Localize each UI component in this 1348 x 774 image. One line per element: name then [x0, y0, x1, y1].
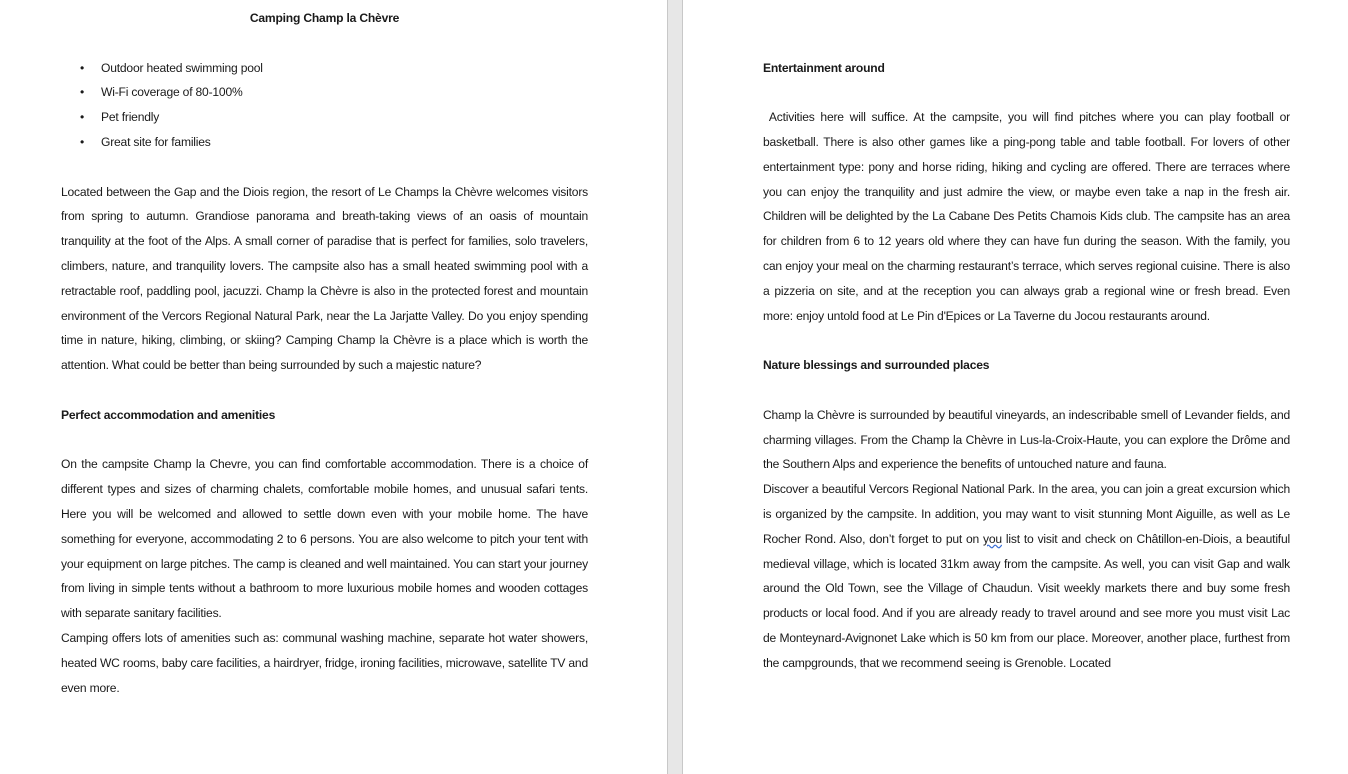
document-page-left[interactable] — [0, 0, 667, 774]
list-item-text: Pet friendly — [101, 110, 160, 125]
nature-paragraph: Champ la Chèvre is surrounded by beautiful vineyards, an indescribable smell of Levander fields, and charming villages. From the Champ la Chèvre in Lus-la-Croix-Haute, you can explore the Drôme and the Southern Alps and experience the benefits of untouched nature and fauna. — [763, 407, 1290, 472]
features-list — [61, 56, 588, 155]
paragraph-text: Discover a beautiful Vercors Regional National Park. In the area, you can join a great excursion which is organized by the campsite. In addition, you may want to visit stunning Mont Aiguille, as well as Le Rocher Rond. Also, don’t forget to put on — [763, 482, 1290, 546]
spelling-flagged-word[interactable]: you — [983, 531, 1002, 546]
list-item — [61, 80, 588, 105]
blank-line — [763, 378, 1290, 403]
accommodation-paragraph: On the campsite Champ la Chevre, you can find comfortable accommodation. There is a choice of different types and sizes of charming chalets, comfortable mobile homes, and unusual safari tents. Here you will be welcomed and allowed to settle down even with your mobile home. The have something for everyone, accommodating 2 to 6 persons. You are also welcome to pitch your tent with your equipment on large pitches. The camp is cleaned and well maintained. You can start your journey from living in simple tents without a bathroom to more luxurious mobile homes and wooden cottages with separate sanitary facilities. — [61, 457, 589, 621]
document-page-right[interactable] — [683, 0, 1348, 774]
entertainment-paragraph: Activities here will suffice. At the campsite, you will find pitches where you can play football or basketball. There is also other games like a ping-pong table and table football. For lovers of other entertainment type: pony and horse riding, hiking and cycling are offered. There are terraces where you can enjoy the tranquility and just admire the view, or maybe even take a nap in the fresh air. Children will be delighted by the La Cabane Des Petits Chamois Kids club. The campsite has an area for children from 6 to 12 years old where they can have fun during the season. With the family, you can enjoy your meal on the charming restaurant’s terrace, which serves regional cuisine. There is also a pizzeria on site, and at the reception you can always grab a regional wine or fresh bread. Even more: enjoy untold food at Le Pin d'Epices or La Taverne du Jocou restaurants around. — [763, 110, 1294, 323]
intro-paragraph: Located between the Gap and the Diois region, the resort of Le Champs la Chèvre welcomes visitors from spring to autumn. Grandiose panorama and breath-taking views of an oasis of mountain tranquility at the foot of the Alps. A small corner of paradise that is perfect for families, solo travelers, climbers, nature, and tranquility lovers. The campsite also has a small heated swimming pool with a retractable roof, paddling pool, jacuzzi. Champ la Chèvre is also in the protected forest and mountain environment of the Vercors Regional Natural Park, near the La Jarjatte Valley. Do you enjoy spending time in nature, hiking, climbing, or skiing? Camping Champ la Chèvre is a place which is worth the attention. What could be better than being surrounded by such a majestic nature? — [61, 184, 588, 373]
page-content — [61, 6, 588, 700]
section-heading-accommodation: Perfect accommodation and amenities — [61, 407, 276, 422]
list-item — [61, 105, 588, 130]
blank-line — [763, 31, 1290, 56]
page-content — [763, 6, 1294, 676]
blank-line — [763, 328, 1290, 353]
blank-line — [763, 6, 1290, 31]
bullet-icon: • — [80, 60, 85, 75]
list-item-text: Great site for families — [101, 134, 211, 149]
section-heading-nature: Nature blessings and surrounded places — [763, 358, 990, 373]
section-heading-entertainment: Entertainment around — [763, 60, 885, 75]
blank-line — [61, 155, 588, 180]
blank-line — [61, 378, 588, 403]
list-item-text: Outdoor heated swimming pool — [101, 60, 263, 75]
bullet-icon: • — [80, 110, 85, 125]
page-gutter — [667, 0, 683, 774]
nature-paragraph — [763, 477, 1290, 675]
bullet-icon: • — [80, 85, 85, 100]
blank-line — [61, 428, 588, 453]
bullet-icon: • — [80, 134, 85, 149]
amenities-paragraph: Camping offers lots of amenities such as: communal washing machine, separate hot water showers, heated WC rooms, baby care facilities, a hairdryer, fridge, ironing facilities, microwave, satellite TV and even more. — [61, 630, 588, 695]
blank-line — [61, 31, 588, 56]
list-item-text: Wi-Fi coverage of 80-100% — [101, 85, 243, 100]
blank-line — [763, 80, 1290, 105]
list-item — [61, 56, 588, 81]
paragraph-text: list to visit and check on Châtillon-en-Diois, a beautiful medieval village, which is located 31km away from the campsite. As well, you can visit Gap and walk around the Old Town, see the Village of Chaudun. Visit weekly markets there and buy some fresh products or local food. And if you are already ready to travel around and see more you must visit Lac de Monteynard-Avignonet Lake which is 50 km from our place. Moreover, another place, furthest from the campgrounds, that we recommend seeing is Grenoble. Located — [763, 531, 1290, 670]
list-item — [61, 130, 588, 155]
document-title: Camping Champ la Chèvre — [249, 11, 400, 25]
